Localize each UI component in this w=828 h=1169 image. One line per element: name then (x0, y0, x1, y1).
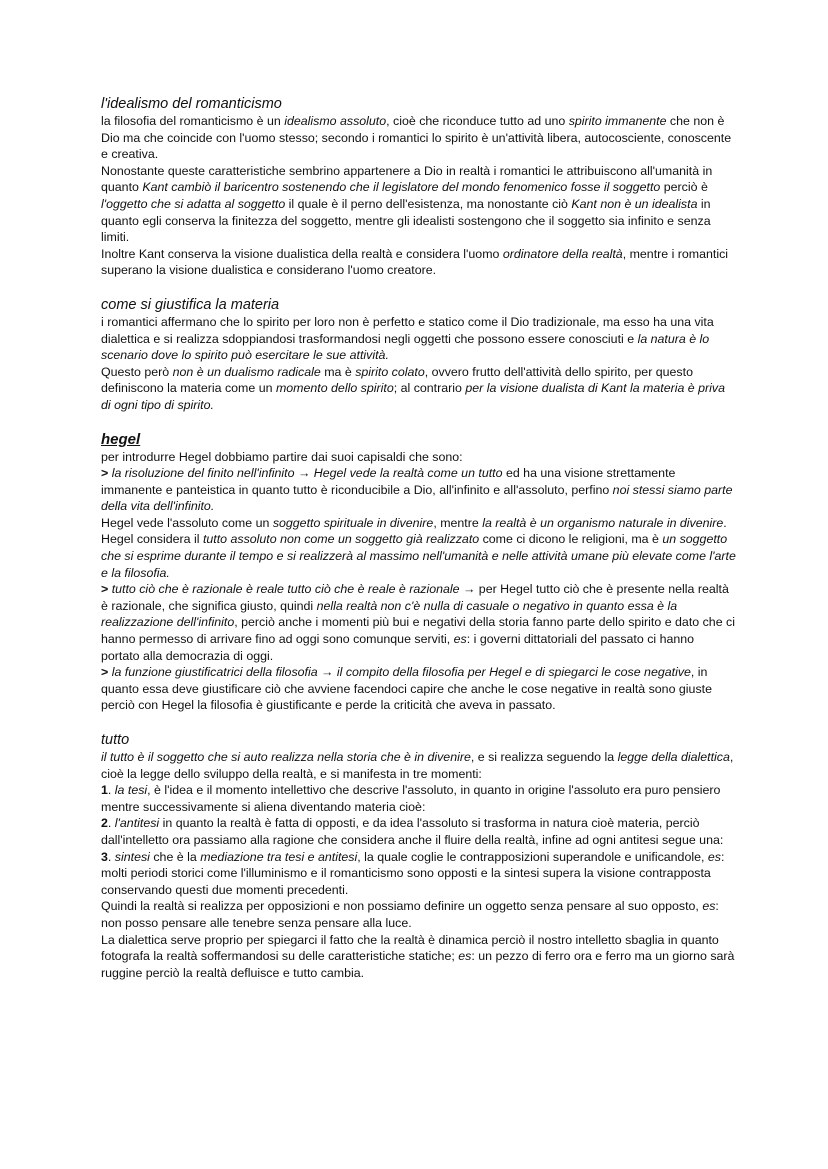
section-heading: come si giustifica la materia (101, 296, 280, 313)
text-run: che è la (149, 849, 201, 864)
text-run: idealismo assoluto (284, 114, 387, 128)
paragraph (101, 314, 736, 364)
text-run: nella realtà non c'è nulla di casuale o negativo in quanto essa è la realizzazione dell'infinito (101, 598, 678, 630)
text-run: , la quale coglie le contrapposizioni superandole e unificandole, (357, 849, 708, 864)
text-run: 3 (101, 849, 108, 864)
text-run: es (453, 632, 467, 647)
text-run: , cioè che riconduce tutto ad uno (386, 114, 569, 128)
text-run: perciò è (660, 180, 708, 195)
text-run: , e si realizza seguendo la (470, 750, 618, 764)
text-run: > (101, 582, 112, 597)
text-run: l'antitesi (114, 816, 160, 831)
paragraph (101, 465, 736, 515)
text-run: Inoltre Kant conserva la visione dualistica della realtà e considera l'uomo (101, 246, 503, 261)
text-run: 1 (101, 783, 108, 798)
text-run: , cioè la legge dello sviluppo della realtà, e si manifesta in tre momenti: (101, 750, 734, 781)
text-run: ma è (320, 364, 356, 379)
text-run: , mentre (433, 515, 483, 530)
paragraph (101, 449, 736, 466)
section-spacer (101, 279, 736, 296)
text-run: la risoluzione del finito nell'infinito → Hegel vede la realtà come un tutto (111, 466, 503, 481)
section-heading: hegel (101, 430, 141, 448)
text-run: es (458, 949, 472, 964)
text-run: . (107, 783, 115, 798)
text-run: , perciò anche i momenti più bui e negativi della storia fanno parte dello spirito e dato che ci hanno permesso di arrivare fino ad oggi sono comunque serviti, (101, 615, 735, 647)
text-run: : molti periodi storici come l'illuminismo e il romanticismo sono opposti e la sintesi supera la visione contrapposta conservando questi due momenti precedenti. (101, 849, 725, 897)
text-run: il quale è il perno dell'esistenza, ma nonostante ciò (285, 196, 572, 211)
section (101, 296, 736, 414)
text-run: spirito immanente (568, 114, 667, 128)
text-run: la natura è lo scenario dove lo spirito può esercitare le sue attività. (101, 331, 710, 363)
paragraph (101, 898, 736, 931)
text-run: ed ha una visione strettamente immanente e panteistica in quanto tutto è riconducibile a Dio, all'infinito e all'assoluto, perfino (101, 466, 676, 497)
text-run: soggetto spirituale in divenire (272, 515, 434, 530)
text-run: Kant cambiò il baricentro sostenendo che il legislatore del mondo fenomenico fosse il soggetto (142, 180, 661, 195)
section-heading: l'idealismo del romanticismo (101, 96, 282, 112)
text-run: tutto assoluto non come un soggetto già realizzato (202, 532, 480, 547)
text-run: in quanto la realtà è fatta di opposti, e da idea l'assoluto si trasforma in natura cioè materia, perciò dall'intelletto ora passiamo alla ragione che considera anche il fluire della realtà, infine ad ogni antitesi segue una: (101, 816, 724, 847)
section-heading: tutto (101, 732, 130, 748)
paragraph (101, 849, 736, 899)
paragraph (101, 163, 736, 246)
text-run: : i governi dittatoriali del passato ci hanno portato alla democrazia di oggi. (101, 632, 695, 663)
text-run: . (107, 816, 115, 831)
text-run: momento dello spirito (275, 381, 394, 396)
paragraph (101, 113, 736, 163)
text-run: l'oggetto che si adatta al soggetto (101, 196, 286, 211)
text-run: , è l'idea e il momento intellettivo che descrive l'assoluto, in quanto in origine l'assoluto era puro pensiero mentre successivamente si aliena diventando materia cioè: (101, 783, 721, 814)
text-run: 2 (101, 816, 108, 831)
text-run: mediazione tra tesi e antitesi (200, 849, 358, 864)
text-run: per introdurre Hegel dobbiamo partire dai suoi capisaldi che sono: (101, 449, 463, 464)
text-run: che non è Dio ma che coincide con l'uomo stesso; secondo i romantici lo spirito è un'attività libera, autocosciente, conoscente e creativa. (101, 114, 732, 162)
text-run: la tesi (114, 783, 148, 798)
section (101, 431, 736, 715)
text-run: sintesi (114, 849, 150, 864)
paragraph (101, 782, 736, 815)
text-run: ordinatore della realtà (502, 246, 623, 261)
text-run: , ovvero frutto dell'attività dello spirito, per questo definiscono la materia come un (101, 364, 693, 396)
text-run: un soggetto che si esprime durante il tempo e si realizzerà al massimo nell'umanità e nelle attività umane più elevate come l'arte e la filosofia. (101, 532, 736, 580)
paragraph (101, 815, 736, 848)
text-run: legge della dialettica (617, 750, 730, 764)
text-run: tutto ciò che è razionale è reale tutto ciò che è reale è razionale (111, 582, 460, 597)
text-run: : non posso pensare alle tenebre senza pensare alla luce. (101, 899, 719, 930)
text-run: non è un dualismo radicale (172, 364, 321, 379)
section-spacer (101, 414, 736, 431)
text-run: es (707, 849, 721, 864)
text-run: : un pezzo di ferro ora e ferro ma un giorno sarà ruggine perciò la realtà defluisce e tutto cambia. (101, 949, 735, 980)
text-run: La dialettica serve proprio per spiegarci il fatto che la realtà è dinamica perciò il nostro intelletto sbaglia in quanto fotografa la realtà soffermandosi su delle caratteristiche statiche; (101, 932, 719, 964)
text-run: Nonostante queste caratteristiche sembrino appartenere a Dio in realtà i romantici le attribuiscono all'umanità in quanto (101, 163, 713, 195)
paragraph (101, 749, 736, 782)
text-run: > (101, 466, 112, 481)
section (101, 95, 736, 279)
paragraph (101, 246, 736, 279)
text-run: i romantici affermano che lo spirito per loro non è perfetto e statico come il Dio tradizionale, ma esso ha una vita dialettica e si realizza sdoppiandosi trasformandosi negli oggetti che possono essere conosciuti e (101, 314, 714, 346)
text-run: > (101, 665, 112, 680)
paragraph (101, 664, 736, 714)
text-run: . (107, 849, 115, 864)
text-run: → per Hegel tutto ciò che è presente nella realtà è razionale, che significa giusto, quindi (101, 582, 729, 613)
text-run: Questo però (101, 364, 173, 379)
paragraph (101, 364, 736, 414)
text-run: ; al contrario (393, 381, 466, 396)
text-run: per la visione dualista di Kant la materia è priva di ogni tipo di spirito. (101, 381, 725, 412)
paragraph (101, 515, 736, 581)
text-run: , mentre i romantici superano la visione dualistica e considerano l'uomo creatore. (101, 246, 729, 278)
text-run: Kant non è un idealista (571, 196, 698, 211)
text-run: . Hegel considera il (101, 515, 727, 547)
text-run: noi stessi siamo parte della vita dell'infinito. (101, 482, 733, 514)
text-run: come ci dicono le religioni, ma è (479, 532, 663, 547)
paragraph (101, 932, 736, 982)
text-run: spirito colato (355, 364, 425, 379)
section-spacer (101, 714, 736, 731)
text-run: in quanto egli conserva la finitezza del soggetto, mentre gli idealisti sostengono che il soggetto sia infinito e senza limiti. (101, 196, 711, 245)
paragraph (101, 581, 736, 664)
text-run: la funzione giustificatrici della filosofia → il compito della filosofia per Hegel e di spiegarci le cose negative (111, 665, 691, 680)
section (101, 731, 736, 981)
text-run: Hegel vede l'assoluto come un (101, 515, 273, 530)
text-run: la filosofia del romanticismo è un (101, 114, 285, 128)
text-run: , in quanto essa deve giustificare ciò che avviene facendoci capire che anche le cose negative in realtà sono giuste perciò con Hegel la filosofia è giustificante e perde la criticità che aveva in passato. (101, 665, 712, 713)
text-run: Quindi la realtà si realizza per opposizioni e non possiamo definire un oggetto senza pensare al suo opposto, (101, 899, 703, 914)
text-run: es (702, 899, 716, 914)
text-run: il tutto è il soggetto che si auto realizza nella storia che è in divenire (101, 750, 471, 764)
text-run: la realtà è un organismo naturale in divenire (482, 515, 724, 530)
